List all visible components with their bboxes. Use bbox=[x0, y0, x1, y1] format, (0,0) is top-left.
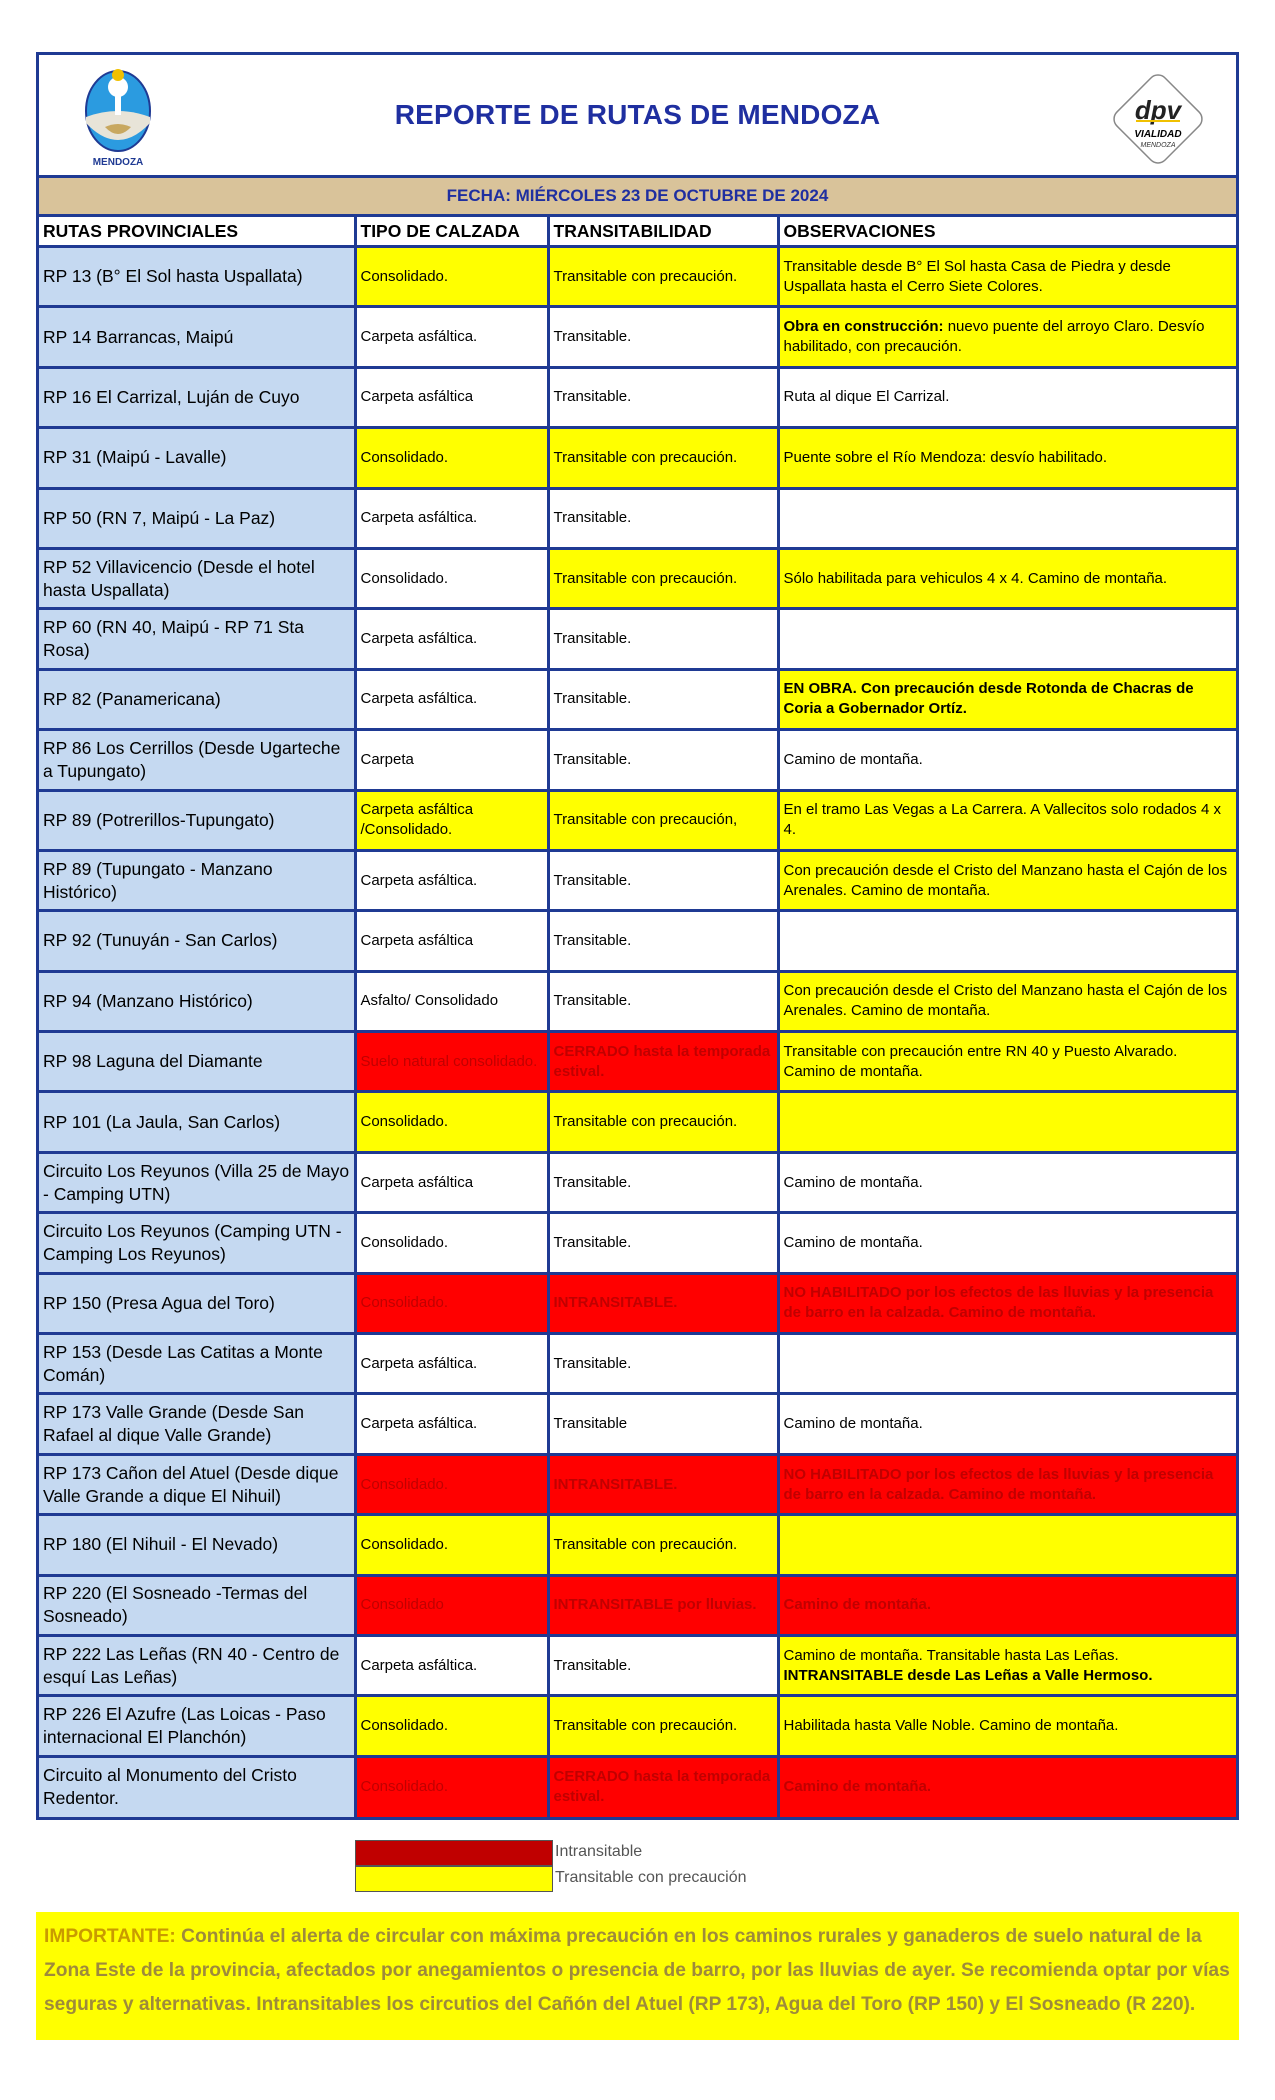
status-cell: Transitable. bbox=[548, 1334, 778, 1394]
vialidad-logo bbox=[1102, 69, 1214, 169]
status-cell: Transitable. bbox=[548, 850, 778, 910]
status-cell: Transitable. bbox=[548, 367, 778, 427]
observations-cell bbox=[778, 488, 1236, 548]
observations-cell bbox=[778, 850, 1236, 910]
observation-bold-text: INTRANSITABLE desde Las Leñas a Valle Hermoso. bbox=[783, 1666, 1153, 1684]
route-name-cell: RP 98 Laguna del Diamante bbox=[39, 1032, 355, 1092]
observation-text: Transitable con precaución entre RN 40 y Puesto Alvarado. Camino de montaña. bbox=[783, 1042, 1178, 1080]
observations-cell bbox=[778, 428, 1236, 488]
observation-text: Camino de montaña. bbox=[783, 750, 923, 768]
route-name-cell: RP 222 Las Leñas (RN 40 - Centro de esquí Las Leñas) bbox=[39, 1635, 355, 1695]
table-row bbox=[39, 609, 1236, 669]
mendoza-logo-label: MENDOZA bbox=[92, 157, 144, 168]
table-row bbox=[39, 850, 1236, 910]
table-row bbox=[39, 428, 1236, 488]
pavement-cell: Consolidado. bbox=[355, 1454, 548, 1514]
pavement-cell: Consolidado. bbox=[355, 1213, 548, 1273]
table-row bbox=[39, 971, 1236, 1031]
pavement-cell: Carpeta asfáltica. bbox=[355, 1394, 548, 1454]
observations-cell bbox=[778, 1515, 1236, 1575]
status-cell: INTRANSITABLE por lluvias. bbox=[548, 1575, 778, 1635]
legend-swatch-red bbox=[355, 1840, 553, 1866]
status-cell: Transitable. bbox=[548, 609, 778, 669]
observation-bold-text: NO HABILITADO por los efectos de las lluvias y la presencia de barro en la calzada. Camino de montaña. bbox=[783, 1284, 1214, 1322]
important-note bbox=[36, 1912, 1239, 2040]
pavement-cell: Asfalto/ Consolidado bbox=[355, 971, 548, 1031]
route-name-cell: RP 89 (Tupungato - Manzano Histórico) bbox=[39, 850, 355, 910]
status-cell: Transitable. bbox=[548, 1152, 778, 1212]
note-lead: IMPORTANTE: bbox=[44, 1926, 176, 1947]
column-header-routes: RUTAS PROVINCIALES bbox=[39, 217, 355, 247]
table-row bbox=[39, 307, 1236, 367]
observation-text: Camino de montaña. bbox=[783, 1233, 923, 1251]
table-row bbox=[39, 1152, 1236, 1212]
legend-label: Transitable con precaución bbox=[555, 1869, 747, 1886]
route-name-cell: RP 82 (Panamericana) bbox=[39, 669, 355, 729]
route-name-cell: Circuito al Monumento del Cristo Redentor. bbox=[39, 1756, 355, 1816]
svg-text:dpv: dpv bbox=[1134, 95, 1182, 125]
observations-cell bbox=[778, 971, 1236, 1031]
status-cell: Transitable. bbox=[548, 911, 778, 971]
observation-text: Habilitada hasta Valle Noble. Camino de montaña. bbox=[783, 1717, 1119, 1735]
pavement-cell: Consolidado. bbox=[355, 428, 548, 488]
pavement-cell: Consolidado. bbox=[355, 1092, 548, 1152]
route-name-cell: RP 92 (Tunuyán - San Carlos) bbox=[39, 911, 355, 971]
legend-label: Intransitable bbox=[555, 1843, 643, 1860]
observations-cell bbox=[778, 1273, 1236, 1333]
pavement-cell: Carpeta asfáltica bbox=[355, 1152, 548, 1212]
table-row bbox=[39, 1696, 1236, 1756]
column-header-status: TRANSITABILIDAD bbox=[548, 217, 778, 247]
pavement-cell: Carpeta asfáltica /Consolidado. bbox=[355, 790, 548, 850]
table-row bbox=[39, 1334, 1236, 1394]
pavement-cell: Consolidado. bbox=[355, 1273, 548, 1333]
pavement-cell: Consolidado. bbox=[355, 247, 548, 307]
table-row bbox=[39, 1213, 1236, 1273]
status-cell: Transitable con precaución. bbox=[548, 1696, 778, 1756]
table-row bbox=[39, 548, 1236, 608]
route-name-cell: RP 173 Valle Grande (Desde San Rafael al dique Valle Grande) bbox=[39, 1394, 355, 1454]
report-header bbox=[39, 55, 1236, 178]
pavement-cell: Suelo natural consolidado. bbox=[355, 1032, 548, 1092]
note-text: Continúa el alerta de circular con máxima precaución en los caminos rurales y ganaderos de suelo natural de la Zona Este de la provincia, afectados por anegamientos o presencia de barro, por las lluvias de ayer. Se recomienda optar por vías seguras y alternativas. Intransitables los circutios del Cañón del Atuel (RP 173), Agua del Toro (RP 150) y El Sosneado (R 220). bbox=[44, 1926, 1230, 2015]
table-row bbox=[39, 367, 1236, 427]
route-report bbox=[36, 52, 1239, 1820]
observation-bold-text: Camino de montaña. bbox=[783, 1778, 932, 1796]
status-cell: Transitable con precaución. bbox=[548, 428, 778, 488]
route-name-cell: RP 173 Cañon del Atuel (Desde dique Valle Grande a dique El Nihuil) bbox=[39, 1454, 355, 1514]
status-cell: Transitable. bbox=[548, 730, 778, 790]
status-cell: Transitable con precaución. bbox=[548, 247, 778, 307]
status-cell: Transitable. bbox=[548, 1213, 778, 1273]
vialidad-logo-sub: MENDOZA bbox=[1140, 142, 1176, 149]
observations-cell bbox=[778, 911, 1236, 971]
observations-cell bbox=[778, 307, 1236, 367]
observation-text: Con precaución desde el Cristo del Manzano hasta el Cajón de los Arenales. Camino de montaña. bbox=[783, 861, 1228, 899]
status-cell: Transitable con precaución. bbox=[548, 548, 778, 608]
vialidad-diamond-icon bbox=[1102, 69, 1214, 169]
route-name-cell: RP 89 (Potrerillos-Tupungato) bbox=[39, 790, 355, 850]
observation-text: Camino de montaña. bbox=[783, 1415, 923, 1433]
pavement-cell: Consolidado. bbox=[355, 1756, 548, 1816]
status-cell: Transitable. bbox=[548, 307, 778, 367]
status-cell: Transitable. bbox=[548, 971, 778, 1031]
status-cell: Transitable. bbox=[548, 669, 778, 729]
route-name-cell: RP 50 (RN 7, Maipú - La Paz) bbox=[39, 488, 355, 548]
observations-cell bbox=[778, 1756, 1236, 1816]
route-name-cell: RP 150 (Presa Agua del Toro) bbox=[39, 1273, 355, 1333]
observations-cell bbox=[778, 790, 1236, 850]
observations-cell bbox=[778, 1394, 1236, 1454]
observations-cell bbox=[778, 1032, 1236, 1092]
route-name-cell: RP 14 Barrancas, Maipú bbox=[39, 307, 355, 367]
status-cell: CERRADO hasta la temporada estival. bbox=[548, 1756, 778, 1816]
table-row bbox=[39, 669, 1236, 729]
table-row bbox=[39, 1575, 1236, 1635]
table-row bbox=[39, 1394, 1236, 1454]
observations-cell bbox=[778, 1635, 1236, 1695]
observations-cell bbox=[778, 1454, 1236, 1514]
status-cell: Transitable con precaución, bbox=[548, 790, 778, 850]
observation-text: Con precaución desde el Cristo del Manzano hasta el Cajón de los Arenales. Camino de montaña. bbox=[783, 982, 1228, 1020]
table-header-row bbox=[39, 217, 1236, 247]
observations-cell bbox=[778, 669, 1236, 729]
table-row bbox=[39, 1032, 1236, 1092]
observation-text: En el tramo Las Vegas a La Carrera. A Vallecitos solo rodados 4 x 4. bbox=[783, 801, 1221, 839]
route-name-cell: Circuito Los Reyunos (Villa 25 de Mayo - Camping UTN) bbox=[39, 1152, 355, 1212]
observations-cell bbox=[778, 1152, 1236, 1212]
table-row bbox=[39, 1454, 1236, 1514]
route-name-cell: RP 86 Los Cerrillos (Desde Ugarteche a Tupungato) bbox=[39, 730, 355, 790]
status-cell: INTRANSITABLE. bbox=[548, 1273, 778, 1333]
table-row bbox=[39, 1092, 1236, 1152]
status-cell: Transitable. bbox=[548, 1635, 778, 1695]
pavement-cell: Carpeta bbox=[355, 730, 548, 790]
status-cell: Transitable bbox=[548, 1394, 778, 1454]
table-row bbox=[39, 1515, 1236, 1575]
route-name-cell: RP 94 (Manzano Histórico) bbox=[39, 971, 355, 1031]
observation-bold-text: NO HABILITADO por los efectos de las lluvias y la presencia de barro en la calzada. Camino de montaña. bbox=[783, 1465, 1214, 1503]
observation-bold-text: Obra en construcción: bbox=[783, 318, 944, 336]
status-cell: Transitable con precaución. bbox=[548, 1092, 778, 1152]
table-row bbox=[39, 247, 1236, 307]
pavement-cell: Carpeta asfáltica. bbox=[355, 609, 548, 669]
observation-text: Camino de montaña. Transitable hasta Las Leñas. bbox=[783, 1646, 1119, 1664]
observation-bold-text: Camino de montaña. bbox=[783, 1596, 932, 1614]
route-name-cell: RP 101 (La Jaula, San Carlos) bbox=[39, 1092, 355, 1152]
observations-cell bbox=[778, 548, 1236, 608]
observations-cell bbox=[778, 247, 1236, 307]
observations-cell bbox=[778, 1696, 1236, 1756]
route-name-cell: RP 16 El Carrizal, Luján de Cuyo bbox=[39, 367, 355, 427]
observations-cell bbox=[778, 1575, 1236, 1635]
status-cell: Transitable con precaución. bbox=[548, 1515, 778, 1575]
column-header-observations: OBSERVACIONES bbox=[778, 217, 1236, 247]
pavement-cell: Carpeta asfáltica bbox=[355, 367, 548, 427]
route-name-cell: RP 13 (B° El Sol hasta Uspallata) bbox=[39, 247, 355, 307]
vialidad-logo-label: VIALIDAD bbox=[1134, 129, 1182, 140]
table-row bbox=[39, 911, 1236, 971]
page-title: REPORTE DE RUTAS DE MENDOZA bbox=[394, 99, 881, 130]
observation-text: Sólo habilitada para vehiculos 4 x 4. Camino de montaña. bbox=[783, 569, 1168, 587]
route-name-cell: RP 226 El Azufre (Las Loicas - Paso internacional El Planchón) bbox=[39, 1696, 355, 1756]
route-name-cell: RP 52 Villavicencio (Desde el hotel hasta Uspallata) bbox=[39, 548, 355, 608]
observation-text: Puente sobre el Río Mendoza: desvío habilitado. bbox=[783, 448, 1108, 466]
observations-cell bbox=[778, 730, 1236, 790]
table-body bbox=[39, 247, 1236, 1817]
route-name-cell: RP 31 (Maipú - Lavalle) bbox=[39, 428, 355, 488]
pavement-cell: Carpeta asfáltica. bbox=[355, 307, 548, 367]
table-row bbox=[39, 790, 1236, 850]
route-name-cell: RP 220 (El Sosneado -Termas del Sosneado) bbox=[39, 1575, 355, 1635]
table-row bbox=[39, 1756, 1236, 1816]
status-cell: CERRADO hasta la temporada estival. bbox=[548, 1032, 778, 1092]
observations-cell bbox=[778, 1213, 1236, 1273]
route-name-cell: Circuito Los Reyunos (Camping UTN - Camping Los Reyunos) bbox=[39, 1213, 355, 1273]
route-name-cell: RP 60 (RN 40, Maipú - RP 71 Sta Rosa) bbox=[39, 609, 355, 669]
table-row bbox=[39, 730, 1236, 790]
table-row bbox=[39, 488, 1236, 548]
observation-bold-text: EN OBRA. Con precaución desde Rotonda de Chacras de Coria a Gobernador Ortíz. bbox=[783, 680, 1194, 718]
status-cell: Transitable. bbox=[548, 488, 778, 548]
table-row bbox=[39, 1635, 1236, 1695]
route-name-cell: RP 153 (Desde Las Catitas a Monte Comán) bbox=[39, 1334, 355, 1394]
observations-cell bbox=[778, 1092, 1236, 1152]
status-cell: INTRANSITABLE. bbox=[548, 1454, 778, 1514]
pavement-cell: Carpeta asfáltica. bbox=[355, 488, 548, 548]
pavement-cell: Consolidado. bbox=[355, 1696, 548, 1756]
observations-cell bbox=[778, 1334, 1236, 1394]
legend-swatch-yellow bbox=[355, 1866, 553, 1892]
pavement-cell: Consolidado. bbox=[355, 548, 548, 608]
pavement-cell: Carpeta asfáltica. bbox=[355, 669, 548, 729]
table-row bbox=[39, 1273, 1236, 1333]
observation-text: Transitable desde B° El Sol hasta Casa de Piedra y desde Uspallata hasta el Cerro Siete Colores. bbox=[783, 257, 1171, 295]
pavement-cell: Carpeta asfáltica. bbox=[355, 850, 548, 910]
observations-cell bbox=[778, 367, 1236, 427]
routes-table bbox=[39, 217, 1236, 1817]
pavement-cell: Carpeta asfáltica. bbox=[355, 1334, 548, 1394]
column-header-pavement: TIPO DE CALZADA bbox=[355, 217, 548, 247]
route-name-cell: RP 180 (El Nihuil - El Nevado) bbox=[39, 1515, 355, 1575]
observations-cell bbox=[778, 609, 1236, 669]
pavement-cell: Consolidado. bbox=[355, 1515, 548, 1575]
pavement-cell: Carpeta asfáltica bbox=[355, 911, 548, 971]
observation-text: Camino de montaña. bbox=[783, 1173, 923, 1191]
report-date: FECHA: MIÉRCOLES 23 DE OCTUBRE DE 2024 bbox=[39, 178, 1236, 217]
observation-text: nuevo puente del arroyo Claro. Desvío habilitado, con precaución. bbox=[783, 318, 1205, 356]
observation-text: Ruta al dique El Carrizal. bbox=[783, 388, 950, 406]
pavement-cell: Carpeta asfáltica. bbox=[355, 1635, 548, 1695]
pavement-cell: Consolidado bbox=[355, 1575, 548, 1635]
